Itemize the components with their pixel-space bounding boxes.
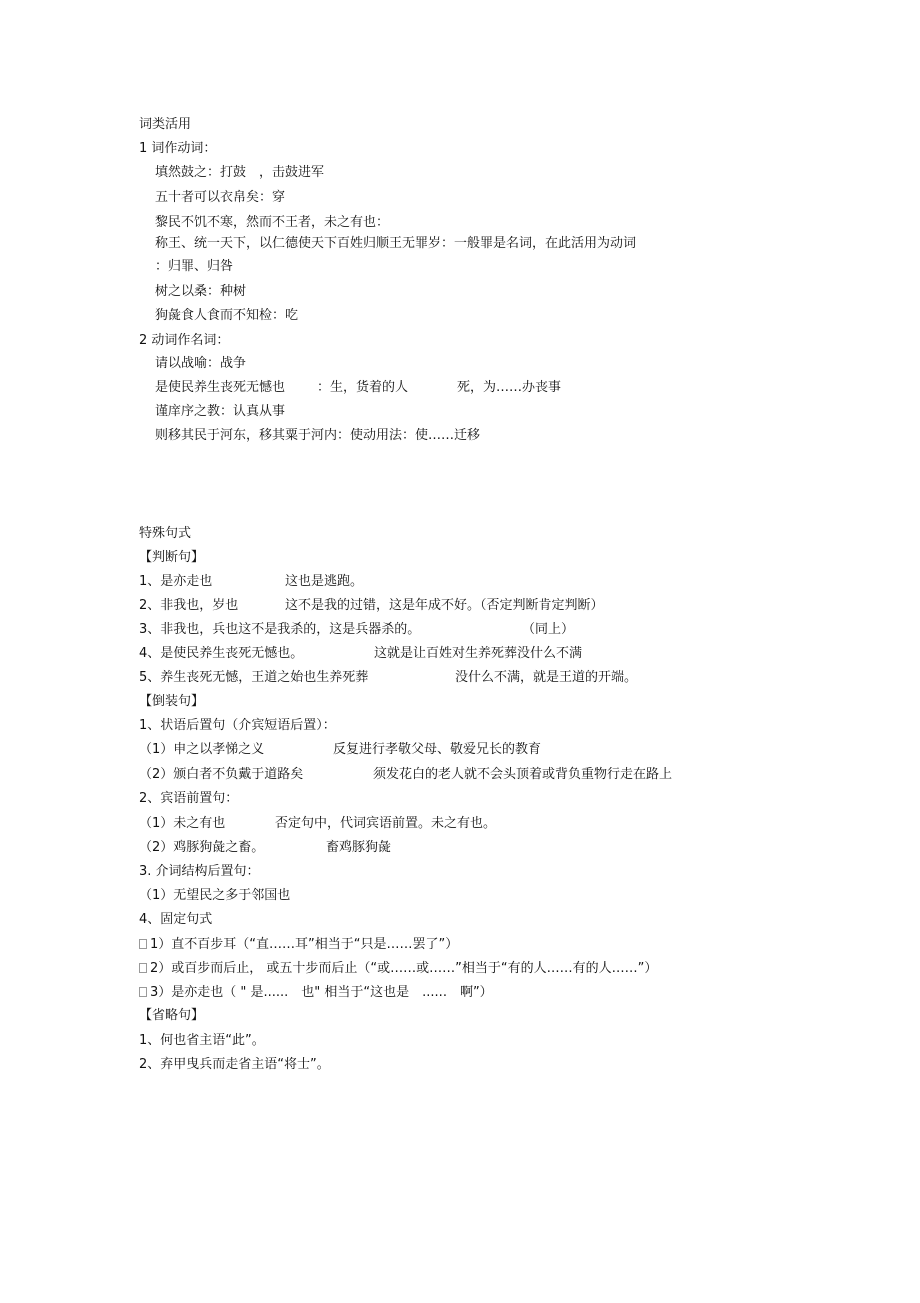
fixed-item: [139, 961, 657, 977]
fixed-item-text: 2）或百步而后止， 或五十步而后止（“或……或……”相当于“有的人……有的人……”）: [150, 961, 658, 976]
judgement-row: [139, 598, 779, 614]
translation: 畜鸡豚狗彘: [326, 840, 392, 855]
list-item: 则移其民于河东，移其粟于河内：使动用法：使……迁移: [155, 428, 481, 443]
list-item: 谨庠序之教：认真从事: [155, 404, 286, 419]
fixed-item: [139, 985, 493, 1001]
inversion-heading: 【倒装句】: [139, 694, 205, 709]
list-item-continuation: ：归罪、归咎: [155, 259, 234, 274]
example-sentence: 5、养生丧死无憾，王道之始也生养死葬: [139, 670, 369, 685]
fixed-item: [139, 937, 458, 953]
inversion-row: [139, 816, 779, 832]
example-sentence: （1）无望民之多于邻国也: [139, 888, 291, 903]
example-sentence: （1）申之以孝悌之义: [139, 742, 265, 757]
translation: 须发花白的老人就不会头顶着或背负重物行走在路上: [373, 767, 673, 782]
missing-glyph-box: [139, 987, 147, 997]
object-heading: 2、宾语前置句：: [139, 791, 239, 806]
list-item: 五十者可以衣帛矣：穿: [155, 190, 286, 205]
example-sentence: 3、非我也，兵也这不是我杀的，这是兵器杀的。: [139, 622, 421, 637]
judgement-row: [139, 670, 779, 686]
example-sentence: （1）未之有也: [139, 816, 226, 831]
list-item: [155, 380, 755, 396]
translation: 这不是我的过错，这是年成不好。（否定判断肯定判断）: [285, 598, 604, 613]
fixed-heading: 4、固定句式: [139, 912, 213, 927]
example-sentence: （2）鸡豚狗彘之畜。: [139, 840, 265, 855]
inversion-row: [139, 742, 779, 758]
list-item: 狗彘食人食而不知检：吃: [155, 308, 299, 323]
fixed-item-text: 1）直不百步耳（“直……耳”相当于“只是……罢了”）: [150, 937, 459, 952]
translation: （同上）: [522, 622, 575, 637]
subsection-heading: 2 动词作名词：: [139, 333, 230, 348]
inversion-row: [139, 767, 779, 783]
translation: 没什么不满，就是王道的开端。: [455, 670, 638, 685]
example-sentence: （2）颁白者不负戴于道路矣: [139, 767, 304, 782]
translation: 反复进行孝敬父母、敬爱兄长的教育: [333, 742, 542, 757]
section-title: 特殊句式: [139, 526, 192, 541]
prep-heading: 3. 介词结构后置句：: [139, 864, 260, 879]
list-item-text: 是使民养生丧死无憾也: [155, 380, 286, 395]
omission-heading: 【省略句】: [139, 1008, 205, 1023]
example-sentence: 2、非我也，岁也: [139, 598, 239, 613]
list-item: 称王、统一天下，以仁德使天下百姓归顺王无罪岁：一般罪是名词，在此活用为动词: [155, 236, 637, 251]
example-sentence: 4、是使民养生丧死无憾也。: [139, 646, 304, 661]
translation: 否定句中，代词宾语前置。未之有也。: [275, 816, 497, 831]
list-item: 填然鼓之：打鼓 ，击鼓进军: [155, 165, 325, 180]
adverbial-heading: 1、状语后置句（介宾短语后置）：: [139, 718, 336, 733]
translation: 这也是逃跑。: [285, 574, 364, 589]
list-item: 树之以桑：种树: [155, 284, 247, 299]
example-sentence: 1、是亦走也: [139, 574, 213, 589]
list-item-note: 死，为……办丧事: [457, 380, 562, 395]
translation: 这就是让百姓对生养死葬没什么不满: [374, 646, 583, 661]
list-item-note: ：生，货着的人: [317, 380, 409, 395]
section-title: 词类活用: [139, 117, 192, 132]
inversion-row: [139, 840, 779, 856]
judgement-row: [139, 574, 779, 590]
list-item: 黎民不饥不寒，然而不王者，未之有也：: [155, 215, 390, 230]
judgement-row: [139, 622, 779, 638]
fixed-item-text: 3）是亦走也（ " 是...... 也" 相当于“这也是 ...... 啊”）: [150, 985, 493, 1000]
judgement-heading: 【判断句】: [139, 550, 205, 565]
missing-glyph-box: [139, 963, 147, 973]
omission-item: 1、何也省主语“此”。: [139, 1033, 265, 1048]
missing-glyph-box: [139, 939, 147, 949]
list-item: 请以战喻：战争: [155, 356, 247, 371]
judgement-row: [139, 646, 779, 662]
omission-item: 2、弃甲曳兵而走省主语“将士”。: [139, 1057, 330, 1072]
subsection-heading: 1 词作动词：: [139, 141, 217, 156]
